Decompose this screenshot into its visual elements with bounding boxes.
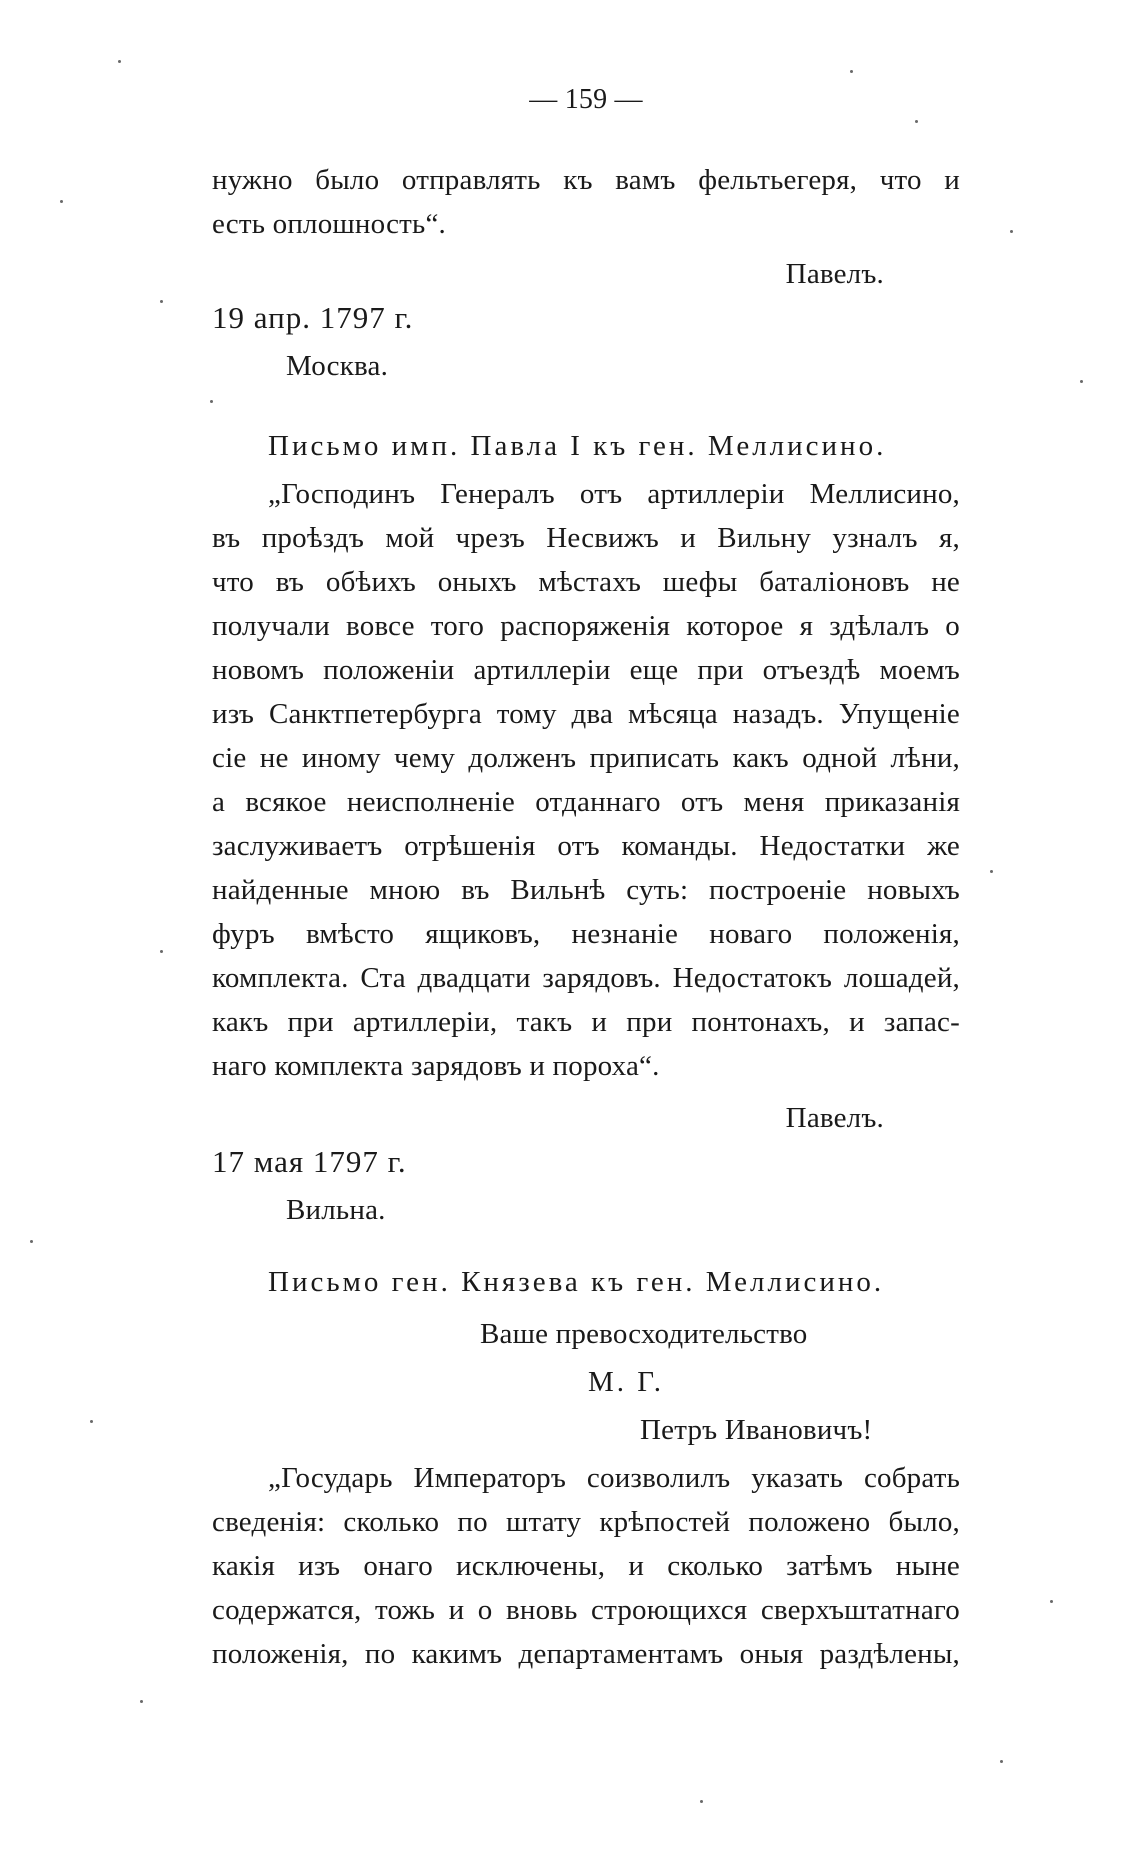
text-line: „Государь Императоръ соизволилъ указать собрать — [268, 1462, 960, 1494]
page-number: — 159 — — [529, 84, 643, 115]
text-line: что въ обѣихъ оныхъ мѣстахъ шефы баталіоновъ не — [212, 566, 960, 598]
letter-place: Вильна. — [286, 1194, 386, 1226]
text-line: фуръ вмѣсто ящиковъ, незнаніе новаго положенія, — [212, 918, 960, 950]
letter-date: 19 апр. 1797 г. — [212, 300, 414, 335]
text-line: изъ Санктпетербурга тому два мѣсяца назадъ. Упущеніе — [212, 698, 960, 730]
text-line: „Господинъ Генералъ отъ артиллеріи Меллисино, — [268, 478, 960, 510]
letter-place: Москва. — [286, 350, 389, 382]
text-line: заслуживаетъ отрѣшенія отъ команды. Недостатки же — [212, 830, 960, 862]
text-line: какія изъ онаго исключены, и сколько затѣмъ ныне — [212, 1550, 960, 1582]
signature: Павелъ. — [785, 258, 884, 290]
salutation-line: Ваше превосходительство — [480, 1318, 808, 1350]
text-line: комплекта. Ста двадцати зарядовъ. Недостатокъ лошадей, — [212, 962, 960, 994]
signature: Павелъ. — [785, 1102, 884, 1134]
letter-heading: Письмо ген. Князева къ ген. Меллисино. — [268, 1266, 885, 1298]
text-line: какъ при артиллеріи, такъ и при понтонахъ, и запас- — [212, 1006, 960, 1038]
text-line: есть оплошность“. — [212, 208, 446, 240]
text-line: сведенія: сколько по штату крѣпостей положено было, — [212, 1506, 960, 1538]
salutation-line: Петръ Ивановичъ! — [640, 1414, 873, 1446]
text-line: положенія, по какимъ департаментамъ оныя раздѣлены, — [212, 1638, 960, 1670]
text-line: найденные мною въ Вильнѣ суть: построеніе новыхъ — [212, 874, 960, 906]
text-line: а всякое неисполненіе отданнаго отъ меня приказанія — [212, 786, 960, 818]
letter-date: 17 мая 1797 г. — [212, 1144, 407, 1179]
text-line: содержатся, тожь и о вновь строющихся сверхъштатнаго — [212, 1594, 960, 1626]
salutation-line: М. Г. — [588, 1366, 665, 1398]
text-line: новомъ положеніи артиллеріи еще при отъездѣ моемъ — [212, 654, 960, 686]
text-line: въ проѣздъ мой чрезъ Несвижъ и Вильну узналъ я, — [212, 522, 960, 554]
letter-heading: Письмо имп. Павла I къ ген. Меллисино. — [268, 430, 887, 462]
text-line: сіе не иному чему долженъ приписать какъ одной лѣни, — [212, 742, 960, 774]
text-line: получали вовсе того распоряженія которое я здѣлалъ о — [212, 610, 960, 642]
text-line: нужно было отправлять къ вамъ фельтьегеря, что и — [212, 164, 960, 196]
text-line: наго комплекта зарядовъ и пороха“. — [212, 1050, 660, 1082]
